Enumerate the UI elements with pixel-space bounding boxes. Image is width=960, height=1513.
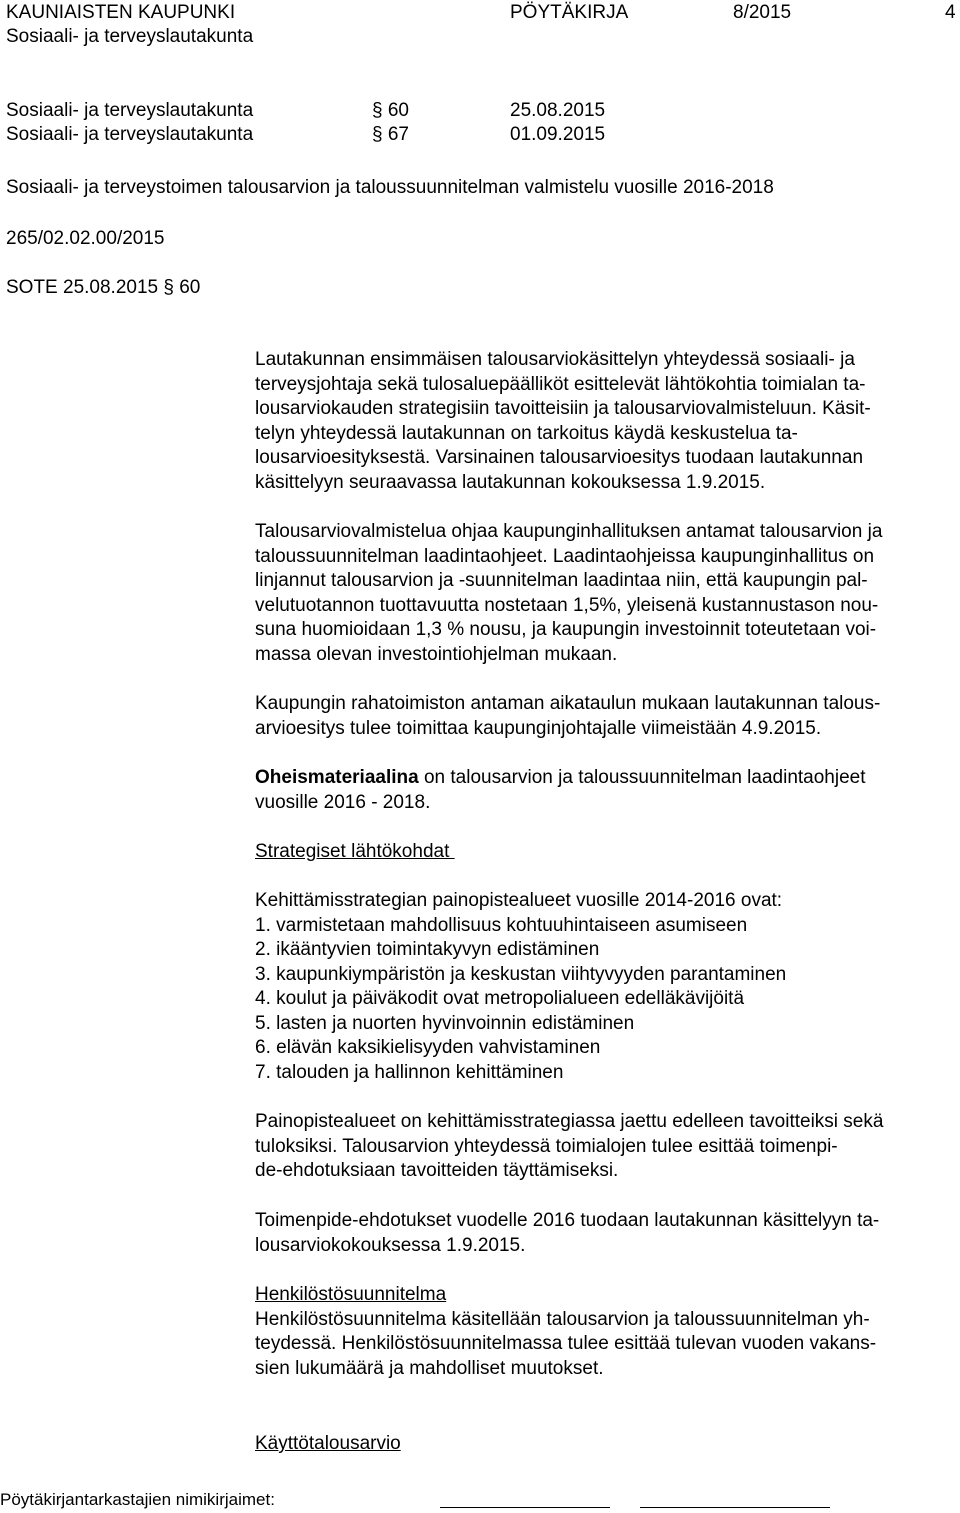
doc-type: PÖYTÄKIRJA — [510, 2, 629, 23]
text-line: velutuotannon tuottavuutta nostetaan 1,5%, yleisenä kustannustason nou- — [255, 594, 879, 616]
text-line: linjannut talousarvion ja -suunnitelman laadintaa niin, että kaupungin pal- — [255, 570, 868, 591]
meeting-section: § 60 — [372, 100, 409, 121]
meeting-board: Sosiaali- ja terveyslautakunta — [6, 124, 254, 145]
meeting-board: Sosiaali- ja terveyslautakunta — [6, 100, 254, 121]
text-line: sien lukumäärä ja mahdolliset muutokset. — [255, 1357, 604, 1379]
text-line: Painopistealueet on kehittämisstrategiassa jaettu edelleen tavoitteiksi sekä — [255, 1111, 884, 1132]
attachment-label: Oheismateriaalina — [255, 767, 419, 788]
text-line: lousarviokokouksessa 1.9.2015. — [255, 1234, 526, 1256]
footer-label: Pöytäkirjantarkastajien nimikirjaimet: — [0, 1490, 275, 1509]
text-line: Kaupungin rahatoimiston antaman aikataulun mukaan lautakunnan talous- — [255, 693, 881, 714]
agenda-title: Sosiaali- ja terveystoimen talousarvion ja taloussuunnitelman valmistelu vuosille 2016-2018 — [6, 177, 774, 198]
list-item: 4. koulut ja päiväkodit ovat metropolialueen edelläkävijöitä — [255, 988, 745, 1009]
text-line: suna huomioidaan 1,3 % nousu, ja kaupungin investoinnit toteutetaan voi- — [255, 619, 877, 640]
doc-number: 8/2015 — [733, 2, 792, 23]
text-line: Talousarviovalmistelua ohjaa kaupunginhallituksen antamat talousarvion ja — [255, 521, 883, 542]
diary-number: 265/02.02.00/2015 — [6, 228, 165, 249]
board-name: Sosiaali- ja terveyslautakunta — [6, 26, 254, 47]
text-line: taloussuunnitelman laadintaohjeet. Laadintaohjeissa kaupunginhallitus on — [255, 545, 875, 567]
signature-line — [440, 1507, 610, 1508]
paragraph-attachment — [255, 766, 955, 815]
text-line: telyn yhteydessä lautakunnan on tarkoitus käydä keskustelua ta- — [255, 422, 798, 444]
text-line: tuloksiksi. Talousarvion yhteydessä toimialojen tulee esittää toimenpi- — [255, 1135, 838, 1157]
heading-strategy: Strategiset lähtökohdat — [255, 841, 455, 862]
strategy-list — [255, 889, 955, 1085]
text-line: vuosille 2016 - 2018. — [255, 791, 431, 813]
list-item: 5. lasten ja nuorten hyvinvoinnin edistäminen — [255, 1012, 635, 1034]
paragraph-intro — [255, 348, 955, 495]
list-item: 7. talouden ja hallinnon kehittäminen — [255, 1061, 564, 1083]
signature-line — [640, 1507, 830, 1508]
text-line: Henkilöstösuunnitelma käsitellään talousarvion ja taloussuunnitelman yh- — [255, 1308, 870, 1330]
text-line: arvioesitys tulee toimittaa kaupunginjohtajalle viimeistään 4.9.2015. — [255, 717, 822, 739]
paragraph-schedule — [255, 692, 955, 741]
paragraph-focus-areas — [255, 1110, 955, 1184]
meeting-date: 01.09.2015 — [510, 124, 606, 145]
org-name: KAUNIAISTEN KAUPUNKI — [6, 2, 236, 23]
list-item: 6. elävän kaksikielisyyden vahvistaminen — [255, 1037, 601, 1058]
list-item: 1. varmistetaan mahdollisuus kohtuuhintaiseen asumiseen — [255, 914, 748, 936]
heading-staff-plan: Henkilöstösuunnitelma — [255, 1284, 447, 1305]
text-line: teydessä. Henkilöstösuunnitelmassa tulee esittää tulevan vuoden vakans- — [255, 1333, 877, 1354]
meeting-section: § 67 — [372, 124, 409, 145]
text-line: massa olevan investointiohjelman mukaan. — [255, 643, 618, 665]
section-reference: SOTE 25.08.2015 § 60 — [6, 277, 201, 298]
text-line: käsittelyyn seuraavassa lautakunnan kokouksessa 1.9.2015. — [255, 471, 766, 493]
page-number: 4 — [945, 2, 956, 23]
text-line: Toimenpide-ehdotukset vuodelle 2016 tuodaan lautakunnan käsittelyyn ta- — [255, 1210, 880, 1231]
text-line — [255, 766, 955, 791]
attachment-text: on talousarvion ja taloussuunnitelman laadintaohjeet — [418, 767, 866, 788]
heading-operating-budget: Käyttötalousarvio — [255, 1433, 401, 1454]
text-line: de-ehdotuksiaan tavoitteiden täyttämiseksi. — [255, 1160, 619, 1181]
list-item: 3. kaupunkiympäristön ja keskustan viihtyvyyden parantaminen — [255, 963, 787, 985]
list-item: 2. ikääntyvien toimintakyvyn edistäminen — [255, 939, 600, 960]
text-line: lousarvioesityksestä. Varsinainen talousarvioesitys tuodaan lautakunnan — [255, 447, 864, 468]
text-line: lousarviokauden strategisiin tavoitteisiin ja talousarviovalmisteluun. Käsit- — [255, 398, 871, 419]
paragraph-guidelines — [255, 520, 955, 667]
text-line: Lautakunnan ensimmäisen talousarviokäsittelyn yhteydessä sosiaali- ja — [255, 349, 855, 370]
meeting-date: 25.08.2015 — [510, 100, 606, 121]
paragraph-proposals — [255, 1209, 955, 1258]
text-line: terveysjohtaja sekä tulosaluepäälliköt esittelevät lähtökohtia toimialan ta- — [255, 373, 866, 395]
section-staff-plan — [255, 1283, 955, 1381]
list-intro: Kehittämisstrategian painopistealueet vuosille 2014-2016 ovat: — [255, 890, 783, 911]
